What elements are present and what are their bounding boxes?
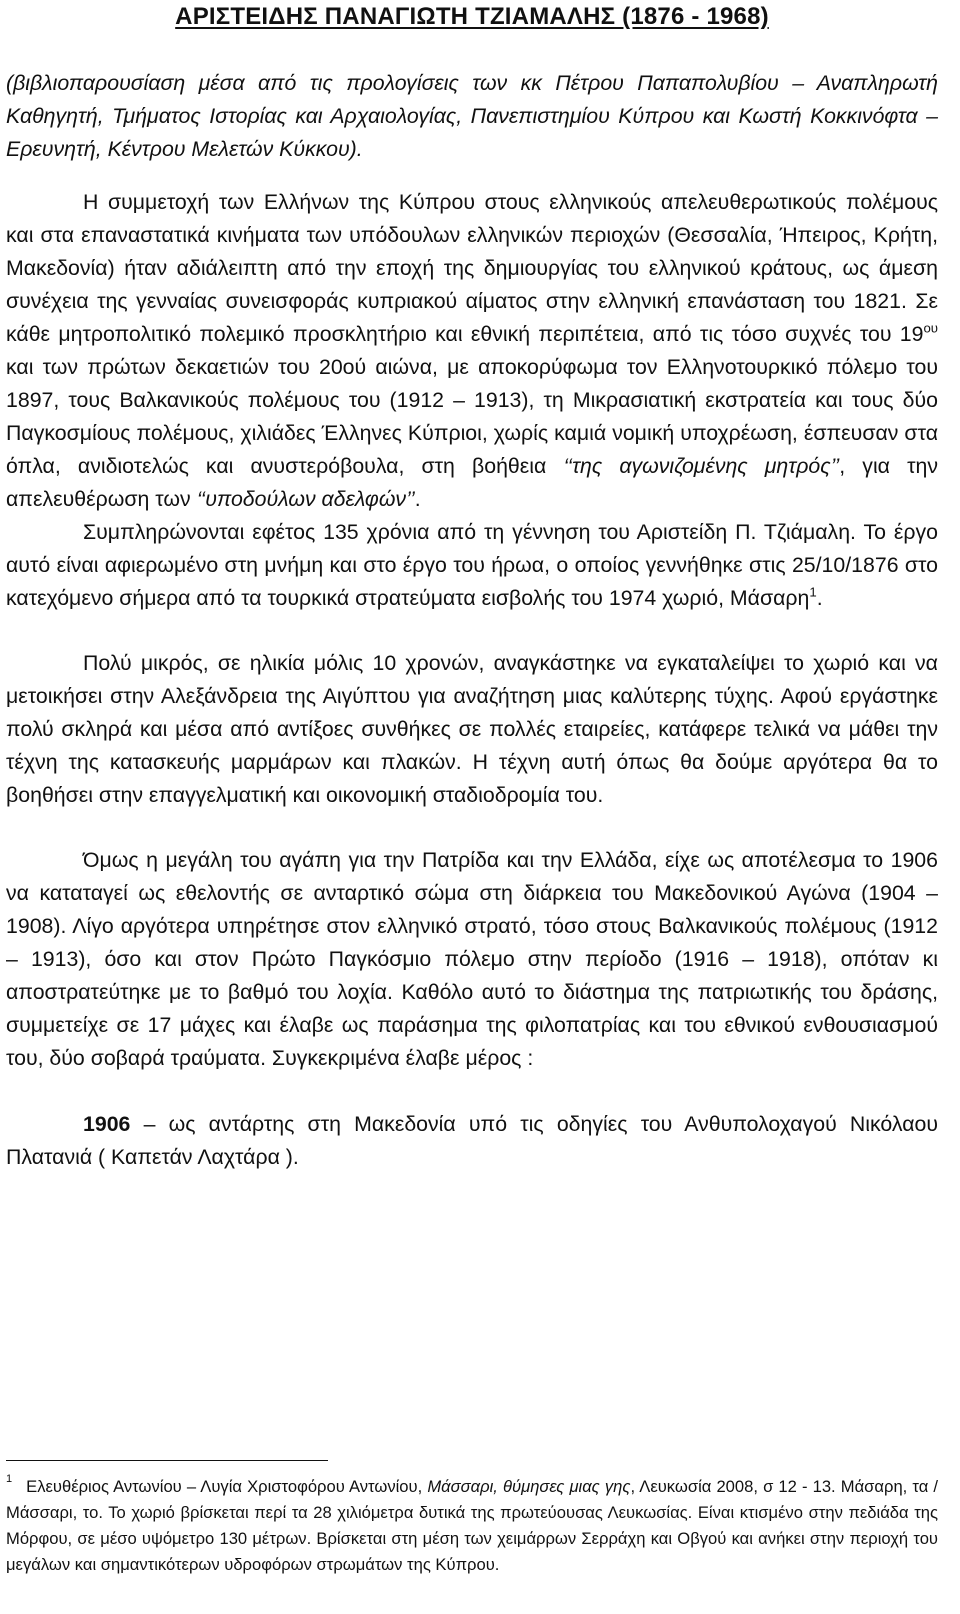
paragraph-1-text-c: , για την απελευθέρωση των [6,454,938,511]
paragraph-3: Πολύ μικρός, σε ηλικία μόλις 10 χρονών, αναγκάστηκε να εγκαταλείψει το χωριό και να μετοικήσει στην Αλεξάνδρεια της Αιγύπτου για αναζήτηση μιας καλύτερης τύχης. Αφού εργάστηκε πολύ σκληρά και μέσα από αντίξοες συνθήκες σε πολλές εταιρείες, κατάφερε τελικά να μάθει την τέχνη της κατασκευής μαρμάρων και πλακών. Η τέχνη αυτή όπως θα δούμε αργότερα θα το βοηθήσει στην επαγγελματική και οικονομική σταδιοδρομία του. [6,651,938,807]
paragraph-5-text: – ως αντάρτης στη Μακεδονία υπό τις οδηγίες του Ανθυπολοχαγού Νικόλαου Πλατανιά ( Καπετάν Λαχτάρα ). [6,1112,938,1169]
footnote-separator [6,1460,328,1461]
paragraph-4: Όμως η μεγάλη του αγάπη για την Πατρίδα και την Ελλάδα, είχε ως αποτέλεσμα το 1906 να καταταγεί ως εθελοντής σε ανταρτικό σώμα στη διάρκεια του Μακεδονικού Αγώνα (1904 – 1908). Λίγο αργότερα υπηρέτησε στον ελληνικό στρατό, τόσο στους Βαλκανικούς πολέμους (1912 – 1913), όσο και στον Πρώτο Παγκόσμιο πόλεμο στην περίοδο (1916 – 1918), οπόταν κι αποστρατεύτηκε με το βαθμό του λοχία. Καθόλο αυτό το διάστημα της πατριωτικής του δράσης, συμμετείχε σε 17 μάχες και έλαβε ως παράσημα της φιλοπατρίας και του εθνικού ενθουσιασμού του, δύο σοβαρά τραύματα. Συγκεκριμένα έλαβε μέρος : [6,848,938,1070]
document-title: ΑΡΙΣΤΕΙΔΗΣ ΠΑΝΑΓΙΩΤΗ ΤΖΙΑΜΑΛΗΣ (1876 - 1968) [175,3,769,30]
footnote-text-a: Ελευθέριος Αντωνίου – Λυγία Χριστοφόρου Αντωνίου, [26,1477,428,1496]
intro-paragraph: (βιβλιοπαρουσίαση μέσα από τις προλογίσεις των κκ Πέτρου Παπαπολυβίου – Αναπληρωτή Καθηγητή, Τμήματος Ιστορίας και Αρχαιολογίας, Πανεπιστημίου Κύπρου και Κωστή Κοκκινόφτα – Ερευνητή, Κέντρου Μελετών Κύκκου). [6,71,938,161]
quote-mother: ‘‘της αγωνιζομένης μητρός’’ [563,454,840,478]
paragraph-1-text-a: Η συμμετοχή των Ελλήνων της Κύπρου στους ελληνικούς απελευθερωτικούς πολέμους και στα επαναστατικά κινήματα των υπόδουλων ελληνικών περιοχών (Θεσσαλία, Ήπειρος, Κρήτη, Μακεδονία) ήταν αδιάλειπτη από την εποχή της δημιουργίας του ελληνικού κράτους, ως άμεση συνέχεια της γενναίας συνεισφοράς κυπριακού αίματος στην ελληνική επανάσταση του 1821. Σε κάθε μητροπολιτικό πολεμικό προσκλητήριο και εθνική περιπέτεια, από τις τόσο συχνές του 19 [6,190,938,346]
paragraph-2 [6,516,938,615]
quote-brothers: ‘‘υποδούλων αδελφών’’ [196,487,415,511]
paragraph-1-text-b: και των πρώτων δεκαετιών του 20ού αιώνα, με αποκορύφωμα τον Ελληνοτουρκικό πόλεμο του 1897, τους Βαλκανικούς πολέμους του (1912 – 1913), τη Μικρασιατική εκστρατεία και τους δύο Παγκοσμίους πολέμους, χιλιάδες Έλληνες Κύπριοι, χωρίς καμιά νομική υποχρέωση, έσπευσαν στα όπλα, ανιδιοτελώς και ανυστερόβουλα, στη βοήθεια [6,355,938,478]
paragraph-5 [6,1108,938,1174]
superscript-ou: ου [923,320,938,336]
paragraph-2-text-b: . [816,586,823,610]
paragraph-2-text-a: Συμπληρώνονται εφέτος 135 χρόνια από τη γέννηση του Αριστείδη Π. Τζιάμαλη. Το έργο αυτό είναι αφιερωμένο στη μνήμη και στο έργο του ήρωα, ο οποίος γεννήθηκε στις 25/10/1876 στο κατεχόμενο σήμερα από τα τουρκικά στρατεύματα εισβολής του 1974 χωριό, Μάσαρη [6,520,938,610]
footnote-1 [6,1474,938,1578]
footnote-text-b: , Λευκωσία 2008, σ 12 - 13. Μάσαρη, τα / Μάσσαρι, το. Το χωριό βρίσκεται περί τα 28 χιλιόμετρα δυτικά της πρωτεύουσας Λευκωσίας. Είναι κτισμένο στην πεδιάδα της Μόρφου, σε μέσο υψόμετρο 130 μέτρων. Βρίσκεται στη μέση των χειμάρρων Σερράχη και Οβγού και ανήκει στην περιοχή του μεγάλων και σημαντικότερων υδροφόρων στρωμάτων της Κύπρου. [6,1477,939,1574]
year-1906: 1906 [83,1112,131,1136]
paragraph-1-text-d: . [414,487,421,511]
paragraph-1 [6,186,938,516]
footnote-book-title: Μάσσαρι, θύμησες μιας γης [427,1477,631,1496]
footnote-number: 1 [6,1473,13,1486]
footnote-reference[interactable]: 1 [809,584,817,600]
